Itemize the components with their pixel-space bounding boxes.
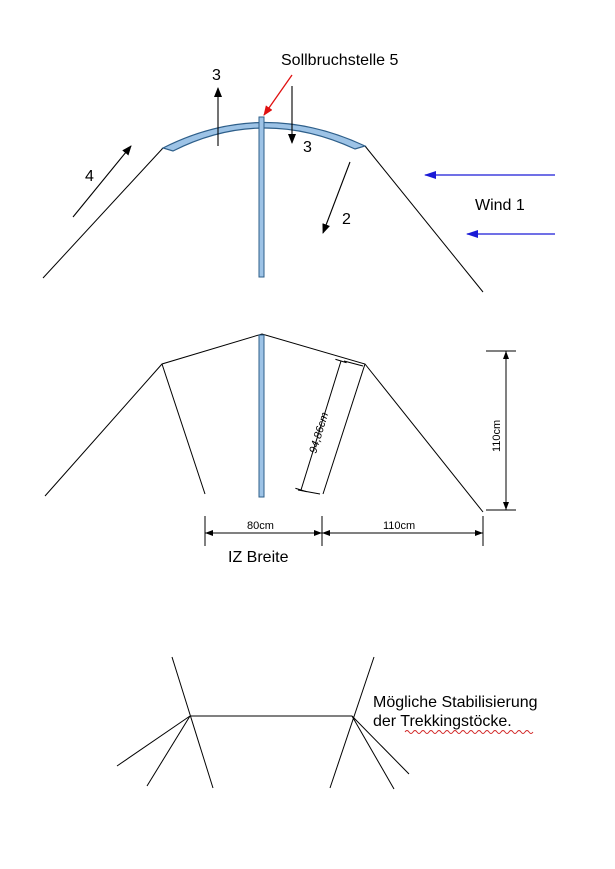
left-guy-line	[43, 148, 163, 278]
right-inner-wall	[323, 364, 365, 494]
figure-3-pole-stabilization	[117, 657, 538, 789]
figure-2-dimensions	[45, 334, 516, 566]
height-dimension-label: 110cm	[491, 419, 503, 452]
downwind-force-label: 2	[342, 211, 351, 228]
slant-dim-ext-top	[344, 361, 363, 366]
outer-width-label: 110cm	[383, 520, 416, 532]
stabilization-caption-line2: der Trekkingstöcke.	[373, 713, 512, 730]
spellcheck-underline	[405, 731, 533, 734]
center-pole-2	[259, 335, 264, 497]
inner-width-label: 80cm	[247, 520, 274, 532]
right-trekking-pole	[330, 657, 374, 788]
left-brace-2	[147, 716, 190, 786]
upward-force-label: 3	[212, 67, 221, 84]
wind-label: Wind 1	[475, 197, 525, 214]
left-inner-wall	[162, 364, 205, 494]
break-point-arrow	[264, 75, 292, 115]
stabilization-caption-line1: Mögliche Stabilisierung	[373, 694, 538, 711]
downward-force-label: 3	[303, 139, 312, 156]
break-point-label: Sollbruchstelle 5	[281, 52, 399, 69]
center-pole	[259, 117, 264, 277]
slope-force-label: 4	[85, 168, 94, 185]
slope-force-arrow	[73, 146, 131, 217]
left-trekking-pole	[172, 657, 213, 788]
left-brace-1	[117, 716, 190, 766]
right-guy-line	[365, 146, 483, 292]
slant-dimension-label: 94,86cm	[307, 411, 332, 455]
figure-1-wind-load	[43, 52, 555, 292]
slant-dim-ext-bottom	[298, 490, 320, 494]
iz-width-caption: IZ Breite	[228, 549, 289, 566]
